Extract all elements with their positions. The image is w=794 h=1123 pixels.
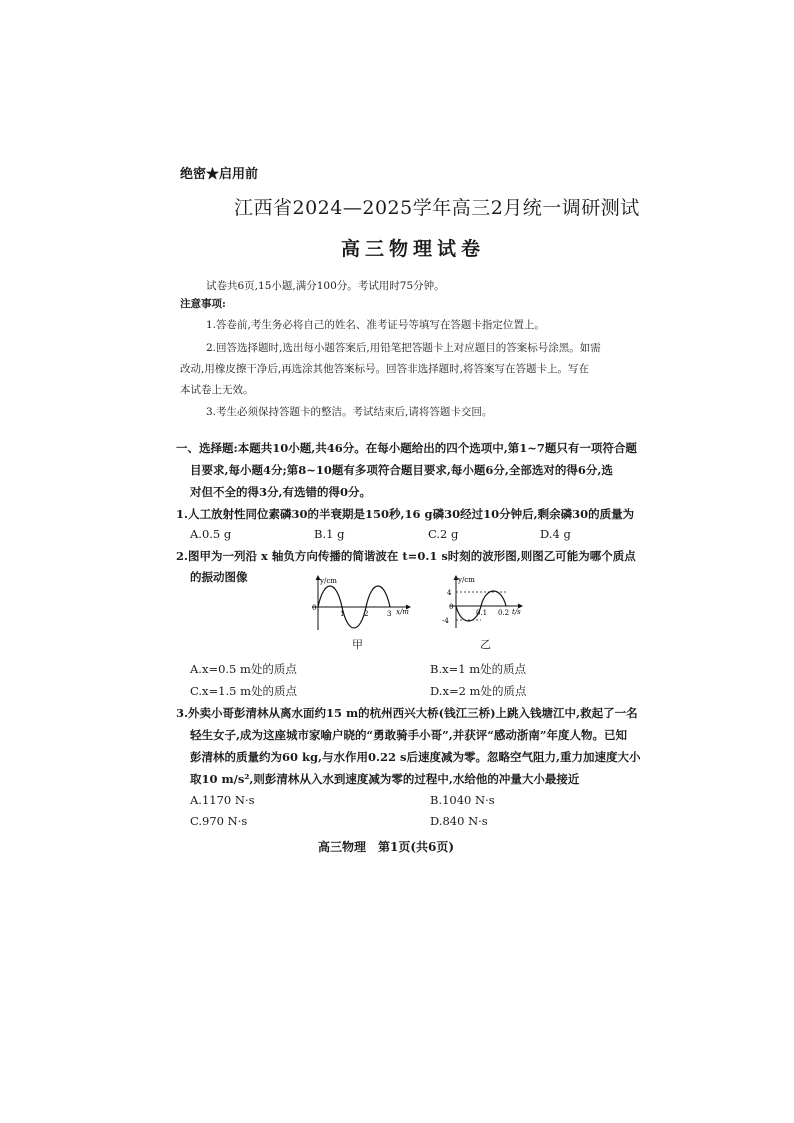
exam-title: 江西省2024—2025学年高三2月统一调研测试 <box>234 197 640 219</box>
figure-yi-vibration-graph <box>436 574 526 630</box>
note-2-line-3: 本试卷上无效。 <box>180 384 254 396</box>
jia-tick-1: 1 <box>340 610 345 618</box>
yi-x-axis-label: t/s <box>512 608 521 616</box>
jia-tick-3: 3 <box>387 610 392 618</box>
q2-option-d: D.x=2 m处的质点 <box>430 684 527 698</box>
yi-y-axis-label: y/cm <box>458 576 475 584</box>
section-heading-line-2: 目要求,每小题4分;第8~10题有多项符合题目要求,每小题6分,全部选对的得6分,选 <box>190 463 613 477</box>
yi-tick-minus-4: -4 <box>442 617 449 625</box>
yi-tick-4: 4 <box>447 589 452 597</box>
q2-option-c: C.x=1.5 m处的质点 <box>190 684 298 698</box>
q3-option-c: C.970 N·s <box>190 814 248 828</box>
yi-origin-label: 0 <box>449 603 454 611</box>
jia-y-axis-label: y/cm <box>320 577 337 585</box>
q3-option-a: A.1170 N·s <box>190 793 255 807</box>
figure-jia-caption: 甲 <box>352 638 363 651</box>
section-heading-line-3: 对但不全的得3分,有选错的得0分。 <box>190 485 372 499</box>
figure-jia-wave-graph <box>306 574 418 632</box>
q3-option-b: B.1040 N·s <box>430 793 495 807</box>
yi-tick-0-1: 0.1 <box>476 609 488 617</box>
q2-option-a: A.x=0.5 m处的质点 <box>190 662 297 676</box>
exam-summary: 试卷共6页,15小题,满分100分。考试用时75分钟。 <box>206 280 445 292</box>
q1-option-a: A.0.5 g <box>190 527 232 541</box>
question-2-stem-line-2: 的振动图像 <box>190 570 248 584</box>
question-3-line-2: 轻生女子,成为这座城市家喻户晓的“勇敢骑手小哥”,并获评“感动浙南”年度人物。已知 <box>190 728 627 742</box>
note-1: 1.答卷前,考生务必将自己的姓名、准考证号等填写在答题卡指定位置上。 <box>206 319 545 331</box>
question-2-stem-line-1: 2.图甲为一列沿 x 轴负方向传播的简谐波在 t=0.1 s时刻的波形图,则图乙可能为哪个质点 <box>176 549 636 563</box>
subject-title: 高三物理试卷 <box>341 238 486 260</box>
question-3-line-4: 取10 m/s²,则彭清林从入水到速度减为零的过程中,水给他的冲量大小最接近 <box>190 772 580 786</box>
q2-option-b: B.x=1 m处的质点 <box>430 662 527 676</box>
q1-option-c: C.2 g <box>428 527 459 541</box>
page-footer: 高三物理 第1页(共6页) <box>318 840 455 854</box>
confidential-label: 绝密★启用前 <box>180 167 259 182</box>
note-2-line-2: 改动,用橡皮擦干净后,再选涂其他答案标号。回答非选择题时,将答案写在答题卡上。写在 <box>180 363 590 375</box>
question-3-line-3: 彭清林的质量约为60 kg,与水作用0.22 s后速度减为零。忽略空气阻力,重力加速度大小 <box>190 750 641 764</box>
yi-tick-0-2: 0.2 <box>498 609 510 617</box>
note-3: 3.考生必须保持答题卡的整洁。考试结束后,请将答题卡交回。 <box>206 406 493 418</box>
figure-yi-caption: 乙 <box>480 638 491 651</box>
q1-option-d: D.4 g <box>540 527 571 541</box>
note-2-line-1: 2.回答选择题时,选出每小题答案后,用铅笔把答题卡上对应题目的答案标号涂黑。如需 <box>206 342 601 354</box>
jia-origin-label: 0 <box>312 604 317 612</box>
section-heading-line-1: 一、选择题:本题共10小题,共46分。在每小题给出的四个选项中,第1~7题只有一项符合题 <box>176 441 637 455</box>
jia-tick-2: 2 <box>364 610 369 618</box>
notes-heading: 注意事项: <box>180 298 226 310</box>
question-1-stem: 1.人工放射性同位素磷30的半衰期是150秒,16 g磷30经过10分钟后,剩余磷30的质量为 <box>176 507 635 521</box>
q3-option-d: D.840 N·s <box>430 814 488 828</box>
q1-option-b: B.1 g <box>314 527 345 541</box>
jia-x-axis-label: x/m <box>396 608 409 616</box>
question-3-line-1: 3.外卖小哥彭清林从离水面约15 m的杭州西兴大桥(钱江三桥)上跳入钱塘江中,救起了一名 <box>176 706 638 720</box>
